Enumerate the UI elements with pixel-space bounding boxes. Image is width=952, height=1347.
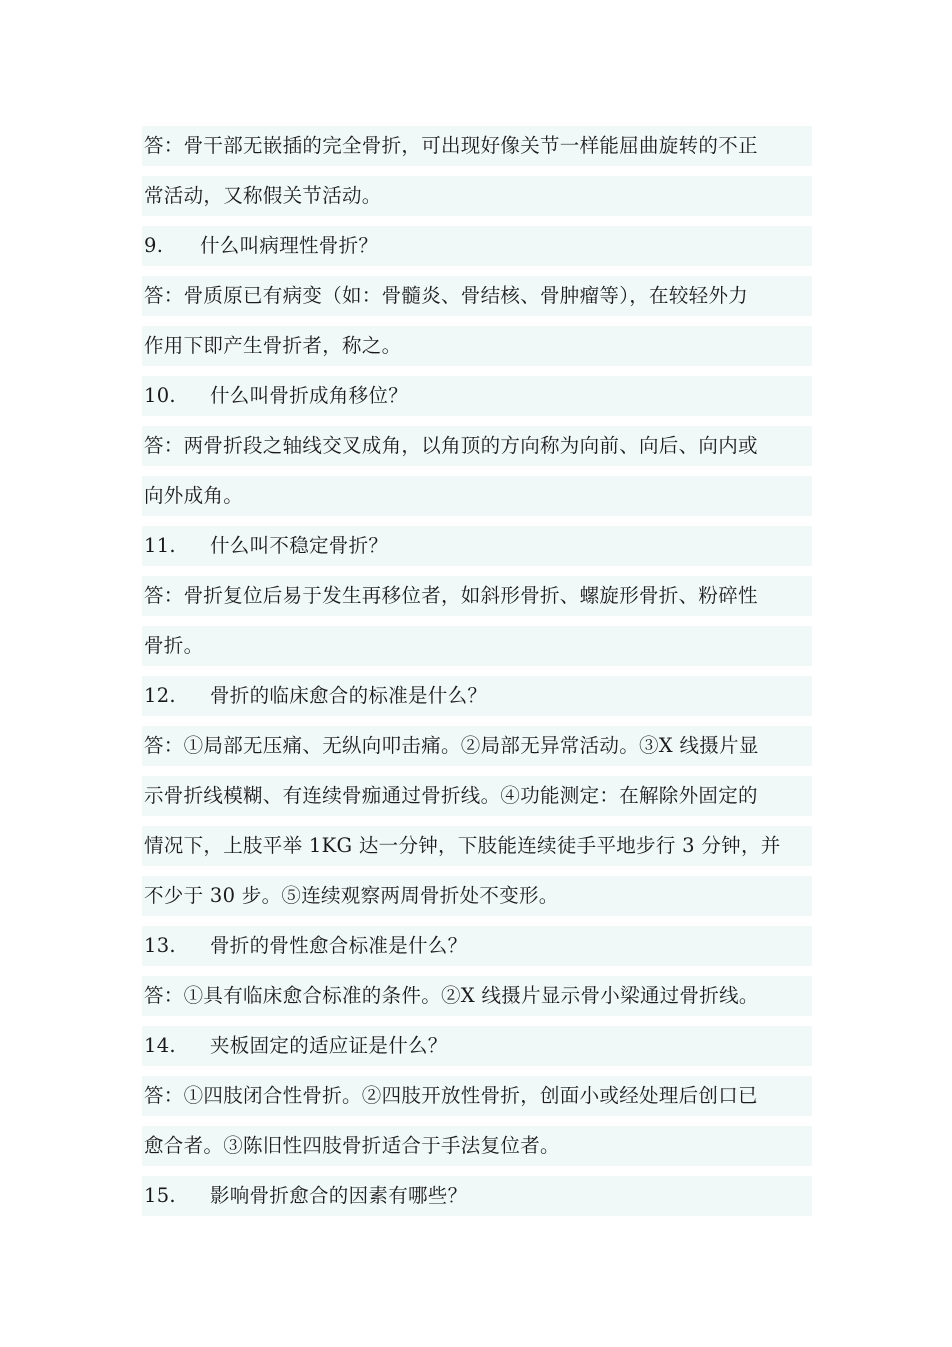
document-page [142, 126, 812, 1226]
question-text: 夹板固定的适应证是什么？ [210, 1034, 448, 1057]
line-text: 示骨折线模糊、有连续骨痂通过骨折线。④功能测定：在解除外固定的 [144, 784, 758, 807]
question-number: 9. [144, 234, 164, 257]
text-line [142, 1076, 812, 1116]
text-line [142, 1126, 812, 1166]
question-line [142, 376, 812, 416]
question-line [142, 526, 812, 566]
text-line [142, 976, 812, 1016]
question-number: 13. [144, 934, 176, 957]
question-number: 12. [144, 684, 176, 707]
question-number: 10. [144, 384, 176, 407]
line-text: 答：骨折复位后易于发生再移位者，如斜形骨折、螺旋形骨折、粉碎性 [144, 584, 758, 607]
question-number: 14. [144, 1034, 176, 1057]
line-text: 答：①四肢闭合性骨折。②四肢开放性骨折，创面小或经处理后创口已 [144, 1084, 758, 1107]
question-number: 11. [144, 534, 176, 557]
question-text: 骨折的临床愈合的标准是什么？ [210, 684, 488, 707]
text-line [142, 126, 812, 166]
text-line [142, 876, 812, 916]
question-number: 15. [144, 1184, 176, 1207]
question-line [142, 226, 812, 266]
text-line [142, 276, 812, 316]
line-text: 情况下，上肢平举 1KG 达一分钟，下肢能连续徒手平地步行 3 分钟，并 [144, 834, 781, 857]
text-line [142, 826, 812, 866]
line-text: 作用下即产生骨折者，称之。 [144, 334, 402, 357]
question-line [142, 1026, 812, 1066]
question-text: 什么叫骨折成角移位？ [210, 384, 409, 407]
text-line [142, 476, 812, 516]
text-line [142, 626, 812, 666]
text-line [142, 726, 812, 766]
text-line [142, 426, 812, 466]
question-text: 影响骨折愈合的因素有哪些？ [210, 1184, 468, 1207]
question-text: 骨折的骨性愈合标准是什么？ [210, 934, 468, 957]
question-text: 什么叫病理性骨折？ [200, 234, 379, 257]
line-text: 答：①局部无压痛、无纵向叩击痛。②局部无异常活动。③X 线摄片显 [144, 734, 759, 757]
line-text: 答：两骨折段之轴线交叉成角，以角顶的方向称为向前、向后、向内或 [144, 434, 758, 457]
line-text: 向外成角。 [144, 484, 244, 507]
text-line [142, 776, 812, 816]
line-text: 答：①具有临床愈合标准的条件。②X 线摄片显示骨小梁通过骨折线。 [144, 984, 759, 1007]
line-text: 答：骨干部无嵌插的完全骨折，可出现好像关节一样能屈曲旋转的不正 [144, 134, 758, 157]
text-line [142, 176, 812, 216]
question-line [142, 676, 812, 716]
text-line [142, 576, 812, 616]
line-text: 不少于 30 步。⑤连续观察两周骨折处不变形。 [144, 884, 559, 907]
line-text: 愈合者。③陈旧性四肢骨折适合于手法复位者。 [144, 1134, 560, 1157]
question-line [142, 926, 812, 966]
line-text: 常活动，又称假关节活动。 [144, 184, 382, 207]
text-line [142, 326, 812, 366]
question-line [142, 1176, 812, 1216]
line-text: 答：骨质原已有病变（如：骨髓炎、骨结核、骨肿瘤等），在较轻外力 [144, 284, 749, 307]
question-text: 什么叫不稳定骨折？ [210, 534, 389, 557]
line-text: 骨折。 [144, 634, 204, 657]
